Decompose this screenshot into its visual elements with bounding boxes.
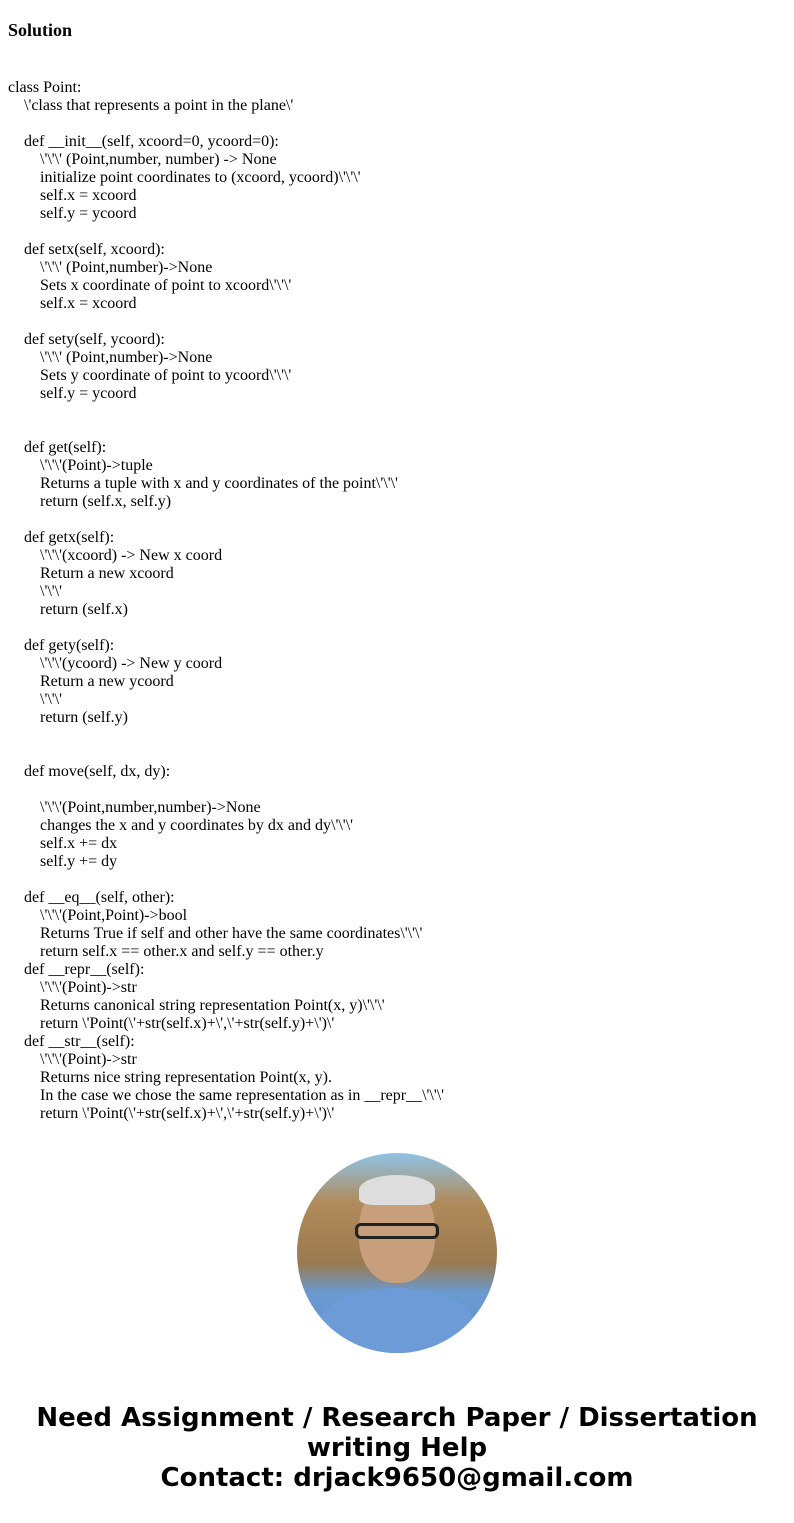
code-line (8, 511, 444, 529)
code-line: def move(self, dx, dy): (24, 763, 171, 780)
code-line: \'\'\' (Point,number, number) -> None (40, 151, 277, 168)
code-line (8, 781, 444, 799)
code-line: def __init__(self, xcoord=0, ycoord=0): (24, 133, 279, 150)
code-line: Returns nice string representation Point(x, y). (40, 1069, 332, 1086)
code-line: \'\'\' (Point,number)->None (40, 349, 213, 366)
code-line: Return a new xcoord (40, 565, 174, 582)
code-line: return (self.x) (40, 601, 128, 618)
code-line: \'\'\'(xcoord) -> New x coord (40, 547, 223, 564)
code-line: \'\'\' (40, 691, 62, 708)
code-line: def setx(self, xcoord): (24, 241, 165, 258)
code-line (8, 403, 444, 421)
footer-line-1: Need Assignment / Research Paper / Dissertation (36, 1403, 758, 1433)
code-line (8, 313, 444, 331)
code-line: \'\'\'(Point)->tuple (40, 457, 153, 474)
code-line: \'\'\'(Point,Point)->bool (40, 907, 188, 924)
code-block (8, 79, 444, 1123)
code-line: return (self.x, self.y) (40, 493, 172, 510)
contact-footer (0, 1403, 794, 1493)
code-line: self.y = ycoord (40, 385, 137, 402)
code-line: changes the x and y coordinates by dx and dy\'\'\' (40, 817, 354, 834)
author-photo (297, 1153, 497, 1353)
code-line: return (self.y) (40, 709, 128, 726)
code-line: Return a new ycoord (40, 673, 174, 690)
code-line: self.x = xcoord (40, 187, 137, 204)
code-line (8, 745, 444, 763)
code-line: def __repr__(self): (24, 961, 145, 978)
solution-heading: Solution (8, 20, 73, 40)
code-line: initialize point coordinates to (xcoord, ycoord)\'\'\' (40, 169, 361, 186)
code-line: \'\'\' (40, 583, 62, 600)
code-line: \'\'\'(Point)->str (40, 979, 137, 996)
code-line: Returns a tuple with x and y coordinates of the point\'\'\' (40, 475, 398, 492)
code-line (8, 223, 444, 241)
code-line: return \'Point(\'+str(self.x)+\',\'+str(self.y)+\')\' (40, 1015, 335, 1032)
code-line: def sety(self, ycoord): (24, 331, 165, 348)
code-line: def __eq__(self, other): (24, 889, 175, 906)
code-line (8, 619, 444, 637)
code-line: \'\'\'(Point)->str (40, 1051, 137, 1068)
code-line: Returns canonical string representation Point(x, y)\'\'\' (40, 997, 385, 1014)
footer-line-2: writing Help (306, 1433, 488, 1463)
code-line: \'\'\' (Point,number)->None (40, 259, 213, 276)
code-line: self.y = ycoord (40, 205, 137, 222)
code-line: \'\'\'(ycoord) -> New y coord (40, 655, 223, 672)
code-line (8, 421, 444, 439)
code-line: def gety(self): (24, 637, 115, 654)
code-line: self.x += dx (40, 835, 118, 852)
code-line: Sets x coordinate of point to xcoord\'\'\' (40, 277, 292, 294)
code-line (8, 115, 444, 133)
code-line: def __str__(self): (24, 1033, 135, 1050)
code-line: class Point: (8, 79, 82, 96)
code-line: def get(self): (24, 439, 107, 456)
code-line: return self.x == other.x and self.y == other.y (40, 943, 324, 960)
code-line: \'class that represents a point in the plane\' (24, 97, 294, 114)
footer-contact: Contact: drjack9650@gmail.com (160, 1463, 634, 1493)
code-line (8, 727, 444, 745)
code-line: return \'Point(\'+str(self.x)+\',\'+str(self.y)+\')\' (40, 1105, 335, 1122)
code-line: self.x = xcoord (40, 295, 137, 312)
code-line: Returns True if self and other have the same coordinates\'\'\' (40, 925, 423, 942)
code-line: \'\'\'(Point,number,number)->None (40, 799, 261, 816)
code-line: def getx(self): (24, 529, 115, 546)
code-line: In the case we chose the same representation as in __repr__\'\'\' (40, 1087, 445, 1104)
code-line (8, 871, 444, 889)
code-line: Sets y coordinate of point to ycoord\'\'\' (40, 367, 292, 384)
code-line: self.y += dy (40, 853, 118, 870)
